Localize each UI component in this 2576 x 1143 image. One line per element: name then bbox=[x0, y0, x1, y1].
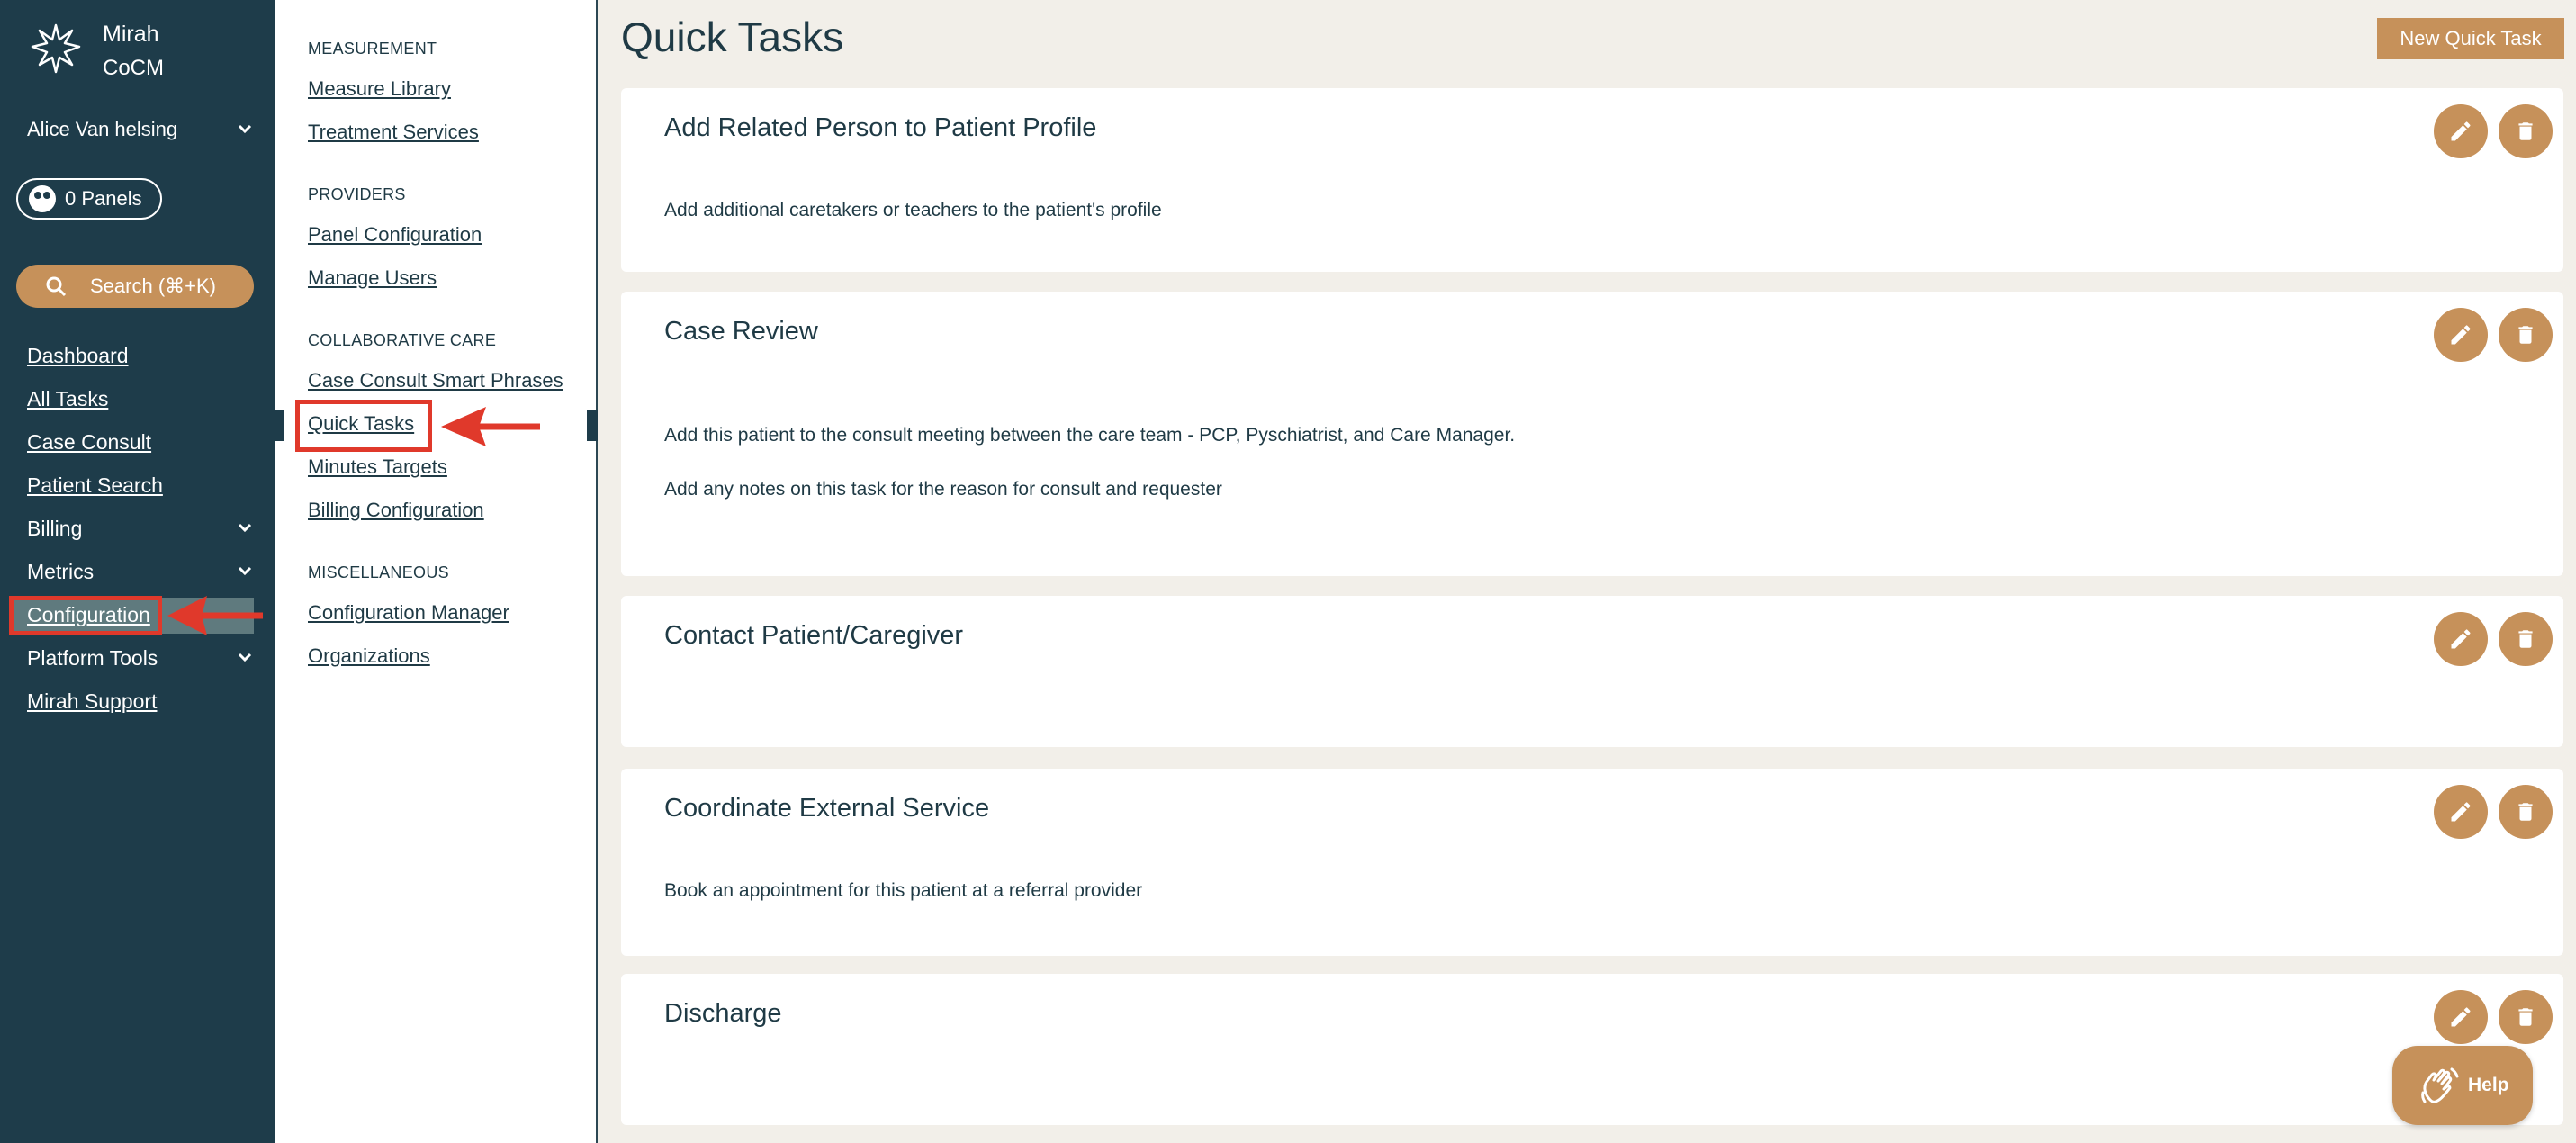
delete-task-button[interactable] bbox=[2499, 612, 2553, 666]
trash-icon bbox=[2514, 322, 2537, 347]
task-description: Book an appointment for this patient at a referral provider bbox=[664, 880, 1143, 901]
sidebar-item-label: Platform Tools bbox=[27, 646, 158, 670]
section-heading-measurement: MEASUREMENT bbox=[308, 40, 437, 58]
sidebar-item-label: Configuration bbox=[27, 603, 150, 626]
sidebar-item-all-tasks[interactable] bbox=[27, 381, 252, 417]
sidebar-item-label: Case Consult bbox=[27, 430, 152, 454]
edit-task-button[interactable] bbox=[2434, 308, 2488, 362]
active-link-indicator bbox=[275, 410, 284, 441]
task-card bbox=[621, 292, 2563, 576]
config-link-manage-users[interactable]: Manage Users bbox=[308, 266, 437, 289]
sidebar-item-label: Metrics bbox=[27, 560, 95, 583]
user-name: Alice Van helsing bbox=[27, 118, 178, 140]
pencil-icon bbox=[2448, 799, 2473, 824]
trash-icon bbox=[2514, 626, 2537, 652]
main-content bbox=[598, 0, 2576, 1143]
chevron-down-icon bbox=[238, 640, 252, 663]
pencil-icon bbox=[2448, 626, 2473, 652]
edit-task-button[interactable] bbox=[2434, 785, 2488, 839]
sidebar-item-case-consult[interactable] bbox=[27, 424, 252, 460]
search-icon bbox=[45, 275, 67, 297]
panels-icon bbox=[29, 185, 56, 212]
chevron-down-icon bbox=[238, 510, 252, 534]
task-card bbox=[621, 974, 2563, 1125]
delete-task-button[interactable] bbox=[2499, 785, 2553, 839]
task-card bbox=[621, 88, 2563, 272]
sidebar-item-dashboard[interactable] bbox=[27, 338, 252, 374]
highlight-box-configuration bbox=[9, 596, 162, 635]
config-link-treatment-services[interactable]: Treatment Services bbox=[308, 121, 479, 143]
config-link-billing-configuration[interactable]: Billing Configuration bbox=[308, 499, 484, 521]
pencil-icon bbox=[2448, 322, 2473, 347]
help-label: Help bbox=[2468, 1075, 2509, 1095]
sidebar-item-billing[interactable] bbox=[27, 510, 252, 546]
config-link-case-consult-smart-phrases[interactable]: Case Consult Smart Phrases bbox=[308, 369, 563, 392]
config-link-panel-configuration[interactable]: Panel Configuration bbox=[308, 223, 482, 246]
chevron-down-icon bbox=[238, 112, 252, 135]
page-title: Quick Tasks bbox=[621, 14, 844, 60]
task-title: Case Review bbox=[664, 317, 818, 346]
task-title: Contact Patient/Caregiver bbox=[664, 621, 964, 650]
delete-task-button[interactable] bbox=[2499, 308, 2553, 362]
help-button[interactable] bbox=[2392, 1046, 2533, 1125]
sidebar-item-label: Dashboard bbox=[27, 344, 129, 367]
user-menu[interactable] bbox=[27, 112, 252, 148]
main-sidebar bbox=[0, 0, 275, 1143]
sidebar-item-label: All Tasks bbox=[27, 387, 109, 410]
section-heading-collaborative-care: COLLABORATIVE CARE bbox=[308, 331, 497, 349]
config-link-configuration-manager[interactable]: Configuration Manager bbox=[308, 601, 509, 624]
search-label: Search (⌘+K) bbox=[90, 274, 216, 297]
task-title: Coordinate External Service bbox=[664, 794, 990, 823]
mirah-logo-icon bbox=[31, 23, 81, 74]
highlight-box-quick-tasks bbox=[295, 400, 432, 452]
sidebar-item-mirah-support[interactable] bbox=[27, 683, 252, 719]
arrow-left-icon bbox=[441, 405, 542, 448]
edit-task-button[interactable] bbox=[2434, 612, 2488, 666]
panels-label: 0 Panels bbox=[65, 187, 142, 210]
trash-icon bbox=[2514, 799, 2537, 824]
section-heading-miscellaneous: MISCELLANEOUS bbox=[308, 563, 449, 581]
pencil-icon bbox=[2448, 1004, 2473, 1030]
task-description: Add any notes on this task for the reason for consult and requester bbox=[664, 479, 1222, 500]
new-quick-task-button[interactable]: New Quick Task bbox=[2377, 18, 2564, 59]
sidebar-item-label: Billing bbox=[27, 517, 83, 540]
edit-task-button[interactable] bbox=[2434, 990, 2488, 1044]
task-card bbox=[621, 596, 2563, 747]
nav-collapse-handle[interactable] bbox=[587, 410, 598, 441]
sidebar-item-patient-search[interactable] bbox=[27, 467, 252, 503]
configuration-nav bbox=[275, 0, 598, 1143]
waving-hand-icon bbox=[2419, 1066, 2461, 1105]
pencil-icon bbox=[2448, 119, 2473, 144]
sidebar-item-label: Mirah Support bbox=[27, 689, 158, 713]
task-title: Discharge bbox=[664, 999, 782, 1028]
task-description: Add this patient to the consult meeting between the care team - PCP, Pyschiatrist, and Care Manager. bbox=[664, 425, 1516, 446]
brand-product: CoCM bbox=[103, 56, 165, 80]
task-description: Add additional caretakers or teachers to the patient's profile bbox=[664, 200, 1162, 220]
section-heading-providers: PROVIDERS bbox=[308, 185, 406, 203]
config-link-quick-tasks[interactable]: Quick Tasks bbox=[308, 412, 415, 435]
task-title: Add Related Person to Patient Profile bbox=[664, 113, 1097, 142]
trash-icon bbox=[2514, 1004, 2537, 1030]
arrow-left-icon bbox=[167, 594, 266, 637]
task-card bbox=[621, 769, 2563, 956]
config-link-minutes-targets[interactable]: Minutes Targets bbox=[308, 455, 447, 478]
sidebar-item-metrics[interactable] bbox=[27, 554, 252, 590]
edit-task-button[interactable] bbox=[2434, 104, 2488, 158]
config-link-organizations[interactable]: Organizations bbox=[308, 644, 430, 667]
panels-button[interactable] bbox=[16, 178, 162, 220]
search-button[interactable] bbox=[16, 265, 254, 308]
delete-task-button[interactable] bbox=[2499, 990, 2553, 1044]
brand-name: Mirah bbox=[103, 22, 159, 47]
config-link-measure-library[interactable]: Measure Library bbox=[308, 77, 451, 100]
sidebar-item-platform-tools[interactable] bbox=[27, 640, 252, 676]
delete-task-button[interactable] bbox=[2499, 104, 2553, 158]
chevron-down-icon bbox=[238, 554, 252, 577]
trash-icon bbox=[2514, 119, 2537, 144]
sidebar-item-label: Patient Search bbox=[27, 473, 163, 497]
